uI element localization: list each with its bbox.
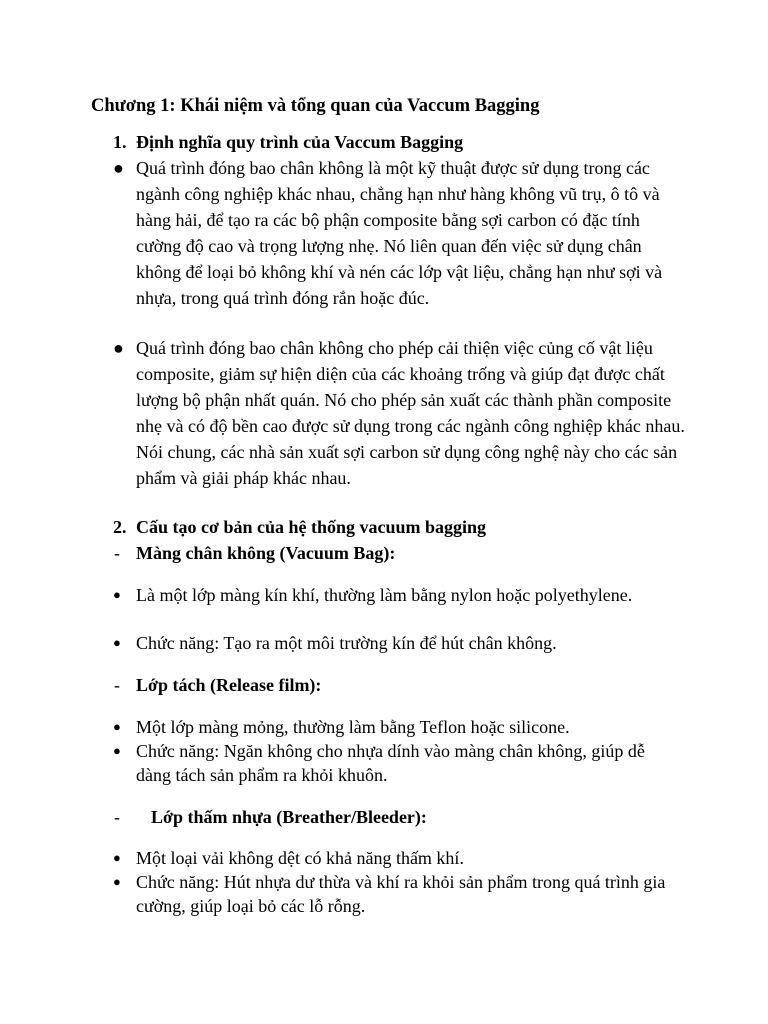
section-1-bullet-1-text: Quá trình đóng bao chân không là một kỹ thuật được sử dụng trong các ngành công nghiệp khác nhau, chẳng hạn như hàng không vũ trụ, ô tô và hàng hải, để tạo ra các bộ phận composite bằng sợi carbon có đặc tính cường độ cao và trọng lượng nhẹ. Nó liên quan đến việc sử dụng chân không để loại bỏ không khí và nén các lớp vật liệu, chẳng hạn như sợi và nhựa, trong quá trình đóng rắn hoặc đúc.	[136, 158, 663, 308]
component-3-item-2-text: Chức năng: Hút nhựa dư thừa và khí ra khỏi sản phẩm trong quá trình gia cường, giúp loại bỏ các lỗ rỗng.	[136, 872, 666, 916]
component-2-item-1	[113, 715, 676, 739]
component-1-item-1	[113, 583, 676, 607]
component-1-item-2	[113, 631, 676, 655]
section-2-number: 2.	[113, 517, 127, 537]
component-2-item-2	[113, 739, 676, 787]
section-1-bullet-2	[113, 335, 686, 491]
bullet-dot-icon: ●	[113, 635, 121, 650]
section-2-heading	[113, 514, 486, 540]
bullet-dot-icon: ●	[113, 874, 121, 889]
section-1-heading-text: Định nghĩa quy trình của Vaccum Bagging	[136, 132, 464, 152]
bullet-dot-icon: ●	[113, 743, 121, 758]
component-3-heading	[114, 804, 427, 830]
component-1-item-1-text: Là một lớp màng kín khí, thường làm bằng nylon hoặc polyethylene.	[136, 585, 633, 605]
component-3-item-2	[113, 870, 676, 918]
component-3-item-1	[113, 846, 676, 870]
dash-marker: -	[114, 543, 120, 563]
section-1-bullet-2-text: Quá trình đóng bao chân không cho phép cải thiện việc củng cố vật liệu composite, giảm sự hiện diện của các khoảng trống và giúp đạt được chất lượng bộ phận nhất quán. Nó cho phép sản xuất các thành phần composite nhẹ và có độ bền cao được sử dụng trong các ngành công nghiệp khác nhau. Nói chung, các nhà sản xuất sợi carbon sử dụng công nghệ này cho các sản phẩm và giải pháp khác nhau.	[136, 338, 685, 488]
bullet-dot-icon: ●	[113, 719, 121, 734]
component-1-item-2-text: Chức năng: Tạo ra một môi trường kín để hút chân không.	[136, 633, 557, 653]
component-3-heading-text: Lớp thấm nhựa (Breather/Bleeder):	[151, 807, 427, 827]
chapter-title: Chương 1: Khái niệm và tổng quan của Vaccum Bagging	[91, 96, 540, 116]
component-3-item-1-text: Một loại vải không dệt có khả năng thấm khí.	[136, 848, 464, 868]
component-2-item-2-text: Chức năng: Ngăn không cho nhựa dính vào màng chân không, giúp dễ dàng tách sản phẩm ra khỏi khuôn.	[136, 741, 645, 785]
bullet-dot-icon: ●	[113, 158, 124, 178]
section-1-heading	[113, 129, 463, 155]
dash-marker: -	[114, 807, 120, 827]
component-1-heading-text: Màng chân không (Vacuum Bag):	[136, 543, 396, 563]
bullet-dot-icon: ●	[113, 850, 121, 865]
component-2-item-1-text: Một lớp màng mỏng, thường làm bằng Teflon hoặc silicone.	[136, 717, 570, 737]
component-2-heading	[114, 672, 322, 698]
section-1-bullet-1	[113, 155, 686, 311]
component-2-heading-text: Lớp tách (Release film):	[136, 675, 322, 695]
bullet-dot-icon: ●	[113, 587, 121, 602]
section-1-number: 1.	[113, 132, 127, 152]
component-1-heading	[114, 540, 396, 566]
dash-marker: -	[114, 675, 120, 695]
bullet-dot-icon: ●	[113, 338, 124, 358]
section-2-heading-text: Cấu tạo cơ bản của hệ thống vacuum bagging	[136, 517, 487, 537]
